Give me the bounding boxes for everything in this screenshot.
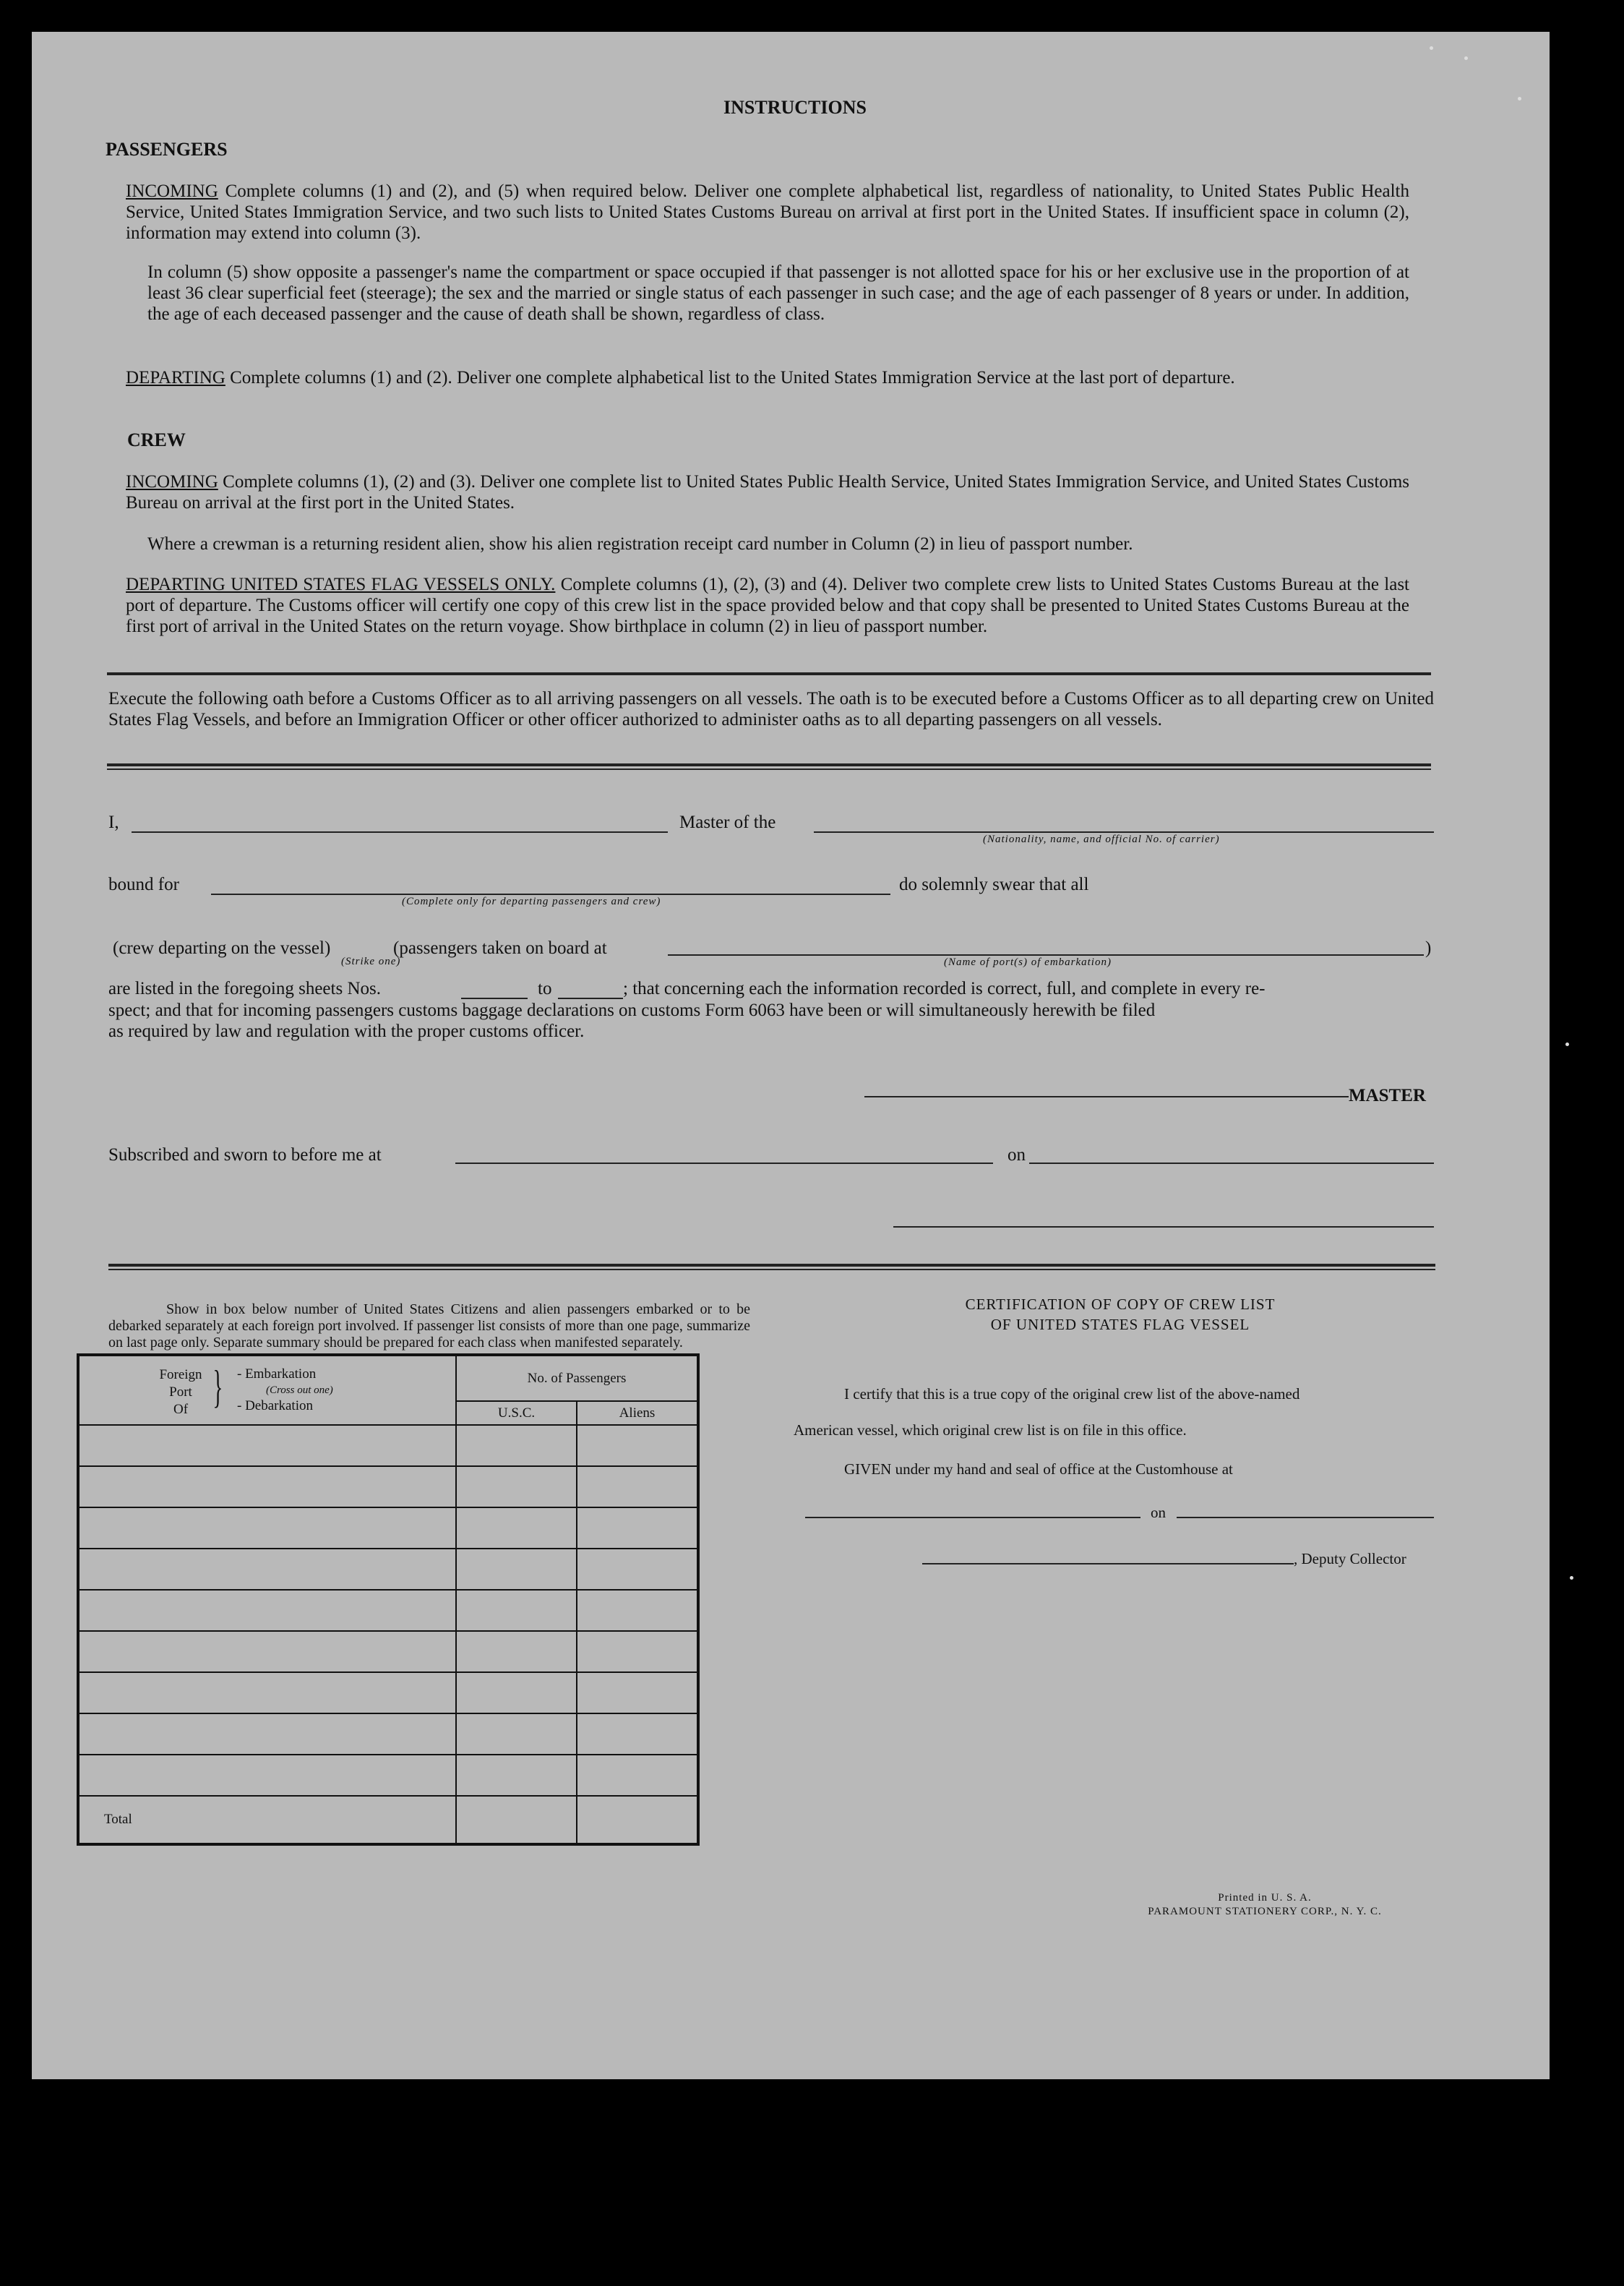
speckle [1570,1576,1573,1580]
usc-cell[interactable] [456,1672,577,1713]
table-row [78,1631,698,1672]
table-row [78,1672,698,1713]
port-cell[interactable] [78,1672,456,1713]
usc-cell[interactable] [456,1631,577,1672]
passengers-incoming-paragraph [126,181,1409,244]
debarkation-option: - Debarkation [237,1398,313,1413]
speckle [1565,1043,1569,1046]
crew-departing-paragraph [126,574,1409,637]
certification-on-label: on [1151,1504,1166,1521]
usc-cell[interactable] [456,1466,577,1507]
master-signature-field[interactable] [864,1096,1349,1097]
crew-incoming-label: INCOMING [126,472,218,492]
brace-icon: } [212,1361,223,1412]
usc-cell[interactable] [456,1713,577,1755]
page-title: INSTRUCTIONS [723,97,867,118]
passengers-departing-text: Complete columns (1) and (2). Deliver one complete alphabetical list to the United States Immigration Service at the last port of departure. [230,368,1235,388]
passenger-summary-table [77,1353,700,1846]
officer-signature-field[interactable] [893,1226,1434,1228]
given-line: GIVEN under my hand and seal of office at the Customhouse at [844,1460,1233,1478]
deputy-collector-label: , Deputy Collector [1294,1550,1406,1567]
oath-instruction: Execute the following oath before a Customs Officer as to all arriving passengers on all vessels. The oath is to be executed before a Customs Officer as to all departing crew on United States Flag Vessels, and before an Immigration Officer or other officer authorized to administer oaths as to all departing passengers on all vessels. [108,689,1434,729]
usc-cell[interactable] [456,1425,577,1466]
ports-field[interactable] [668,954,1424,956]
sworn-place-field[interactable] [455,1163,993,1164]
usc-cell[interactable] [456,1549,577,1590]
certify-line1: I certify that this is a true copy of the original crew list of the above-named [844,1385,1300,1403]
port-header [78,1355,456,1425]
on-label: on [1008,1145,1026,1165]
port-cell[interactable] [78,1631,456,1672]
port-cell[interactable] [78,1590,456,1631]
passengers-departing-label: DEPARTING [126,368,225,388]
aliens-total-cell[interactable] [577,1796,698,1844]
customhouse-field[interactable] [805,1517,1140,1518]
divider [107,763,1431,766]
crew-incoming-text: Complete columns (1), (2) and (3). Deliver one complete list to United States Public Health Service, United States Immigration Service, and United States Customs Bureau on arrival at the first port in the United States. [126,472,1410,513]
port-cell[interactable] [78,1755,456,1796]
strike-one-caption: (Strike one) [341,956,401,967]
close-paren: ) [1425,938,1432,958]
to-label: to [538,979,552,998]
aliens-cell[interactable] [577,1466,698,1507]
passengers-taken-option: (passengers taken on board at [393,938,607,958]
divider [108,1269,1435,1270]
passengers-departing-paragraph [126,367,1409,388]
port-cell[interactable] [78,1507,456,1549]
usc-total-cell[interactable] [456,1796,577,1844]
aliens-cell[interactable] [577,1590,698,1631]
printer-imprint [1113,1891,1417,1919]
port-cell[interactable] [78,1425,456,1466]
divider [108,1264,1435,1267]
sworn-date-field[interactable] [1029,1163,1434,1164]
table-row [78,1713,698,1755]
aliens-cell[interactable] [577,1631,698,1672]
table-row [78,1549,698,1590]
bound-for-label: bound for [108,875,179,894]
port-header-line: Port [169,1384,192,1400]
aliens-cell[interactable] [577,1755,698,1796]
speckle [1430,46,1433,50]
listed-in-label: are listed in the foregoing sheets Nos. [108,979,381,998]
swear-label: do solemnly swear that all [899,875,1089,894]
table-row [78,1796,698,1844]
aliens-cell[interactable] [577,1713,698,1755]
table-row [78,1425,698,1466]
bound-for-field[interactable] [211,894,890,895]
no-passengers-header: No. of Passengers [456,1355,698,1401]
crew-incoming-paragraph [126,471,1409,513]
crew-heading: CREW [127,429,186,450]
bound-for-caption: (Complete only for departing passengers and crew) [402,896,661,907]
sheet-from-field[interactable] [461,998,528,999]
carrier-field[interactable] [814,831,1434,833]
certification-date-field[interactable] [1177,1517,1434,1518]
aliens-header: Aliens [577,1401,698,1425]
table-row [78,1507,698,1549]
master-of-the-label: Master of the [679,813,776,832]
embarkation-option: - Embarkation [237,1366,317,1382]
certify-line2: American vessel, which original crew list is on file in this office. [794,1421,1187,1439]
passengers-incoming-text: Complete columns (1) and (2), and (5) when required below. Deliver one complete alphabetical list, regardless of nationality, to United States Public Health Service, United States Immigration Service, and two such lists to United States Customs Bureau on arrival at first port in the United States. If insufficient space in column (2), information may extend into column (3). [126,181,1409,243]
aliens-cell[interactable] [577,1507,698,1549]
total-label: Total [78,1796,456,1844]
divider [107,672,1431,675]
certification-title-line1: CERTIFICATION OF COPY OF CREW LIST [965,1296,1276,1313]
printed-line1: Printed in U. S. A. [1218,1892,1312,1904]
oath-text-line1: ; that concerning each the information recorded is correct, full, and complete in every re- [623,979,1266,998]
aliens-cell[interactable] [577,1549,698,1590]
aliens-cell[interactable] [577,1425,698,1466]
crew-departing-label: DEPARTING UNITED STATES FLAG VESSELS ONLY. [126,575,556,594]
sheet-to-field[interactable] [558,998,623,999]
carrier-caption: (Nationality, name, and official No. of carrier) [983,834,1220,845]
speckle [1518,97,1521,100]
port-cell[interactable] [78,1713,456,1755]
crew-departing-text: Complete columns (1), (2), (3) and (4). Deliver two complete crew lists to United States Customs Bureau at the last port of departure. The Customs officer will certify one copy of this crew list in the space provided below and that copy shall be presented to United States Customs Bureau at the first port of arrival in the United States on the return voyage. Show birthplace in column (2) in lieu of passport number. [126,575,1409,636]
table-row [78,1590,698,1631]
port-cell[interactable] [78,1549,456,1590]
crew-incoming-note: Where a crewman is a returning resident alien, show his alien registration receipt card number in Column (2) in lieu of passport number. [147,534,1133,554]
aliens-cell[interactable] [577,1672,698,1713]
usc-cell[interactable] [456,1507,577,1549]
master-name-field[interactable] [132,831,668,833]
port-header-line: Of [173,1402,189,1417]
passengers-incoming-note: In column (5) show opposite a passenger's name the compartment or space occupied if that passenger is not allotted space for his or her exclusive use in the proportion of at least 36 clear superficial feet (steerage); the sex and the married or single status of each passenger in such case; and the age of each passenger of 8 years or under. In addition, the age of each deceased passenger and the cause of death shall be shown, regardless of class. [147,262,1409,324]
port-header-line: Foreign [159,1367,202,1382]
ports-caption: (Name of port(s) of embarkation) [944,956,1112,968]
passengers-incoming-label: INCOMING [126,181,218,201]
deputy-signature-field[interactable] [922,1563,1294,1564]
summary-note: Show in box below number of United States Citizens and alien passengers embarked or to be debarked separately at each foreign port involved. If passenger list consists of more than one page, summarize on last page only. Separate summary should be prepared for each class when manifested separately. [108,1301,750,1350]
passengers-heading: PASSENGERS [106,139,228,160]
cross-out-caption: (Cross out one) [266,1384,333,1396]
speckle [1464,56,1468,60]
oath-text-line2: spect; and that for incoming passengers customs baggage declarations on customs Form 6063 have been or will simultaneously herewith be filed [108,1001,1156,1020]
subscribed-label: Subscribed and sworn to before me at [108,1145,382,1165]
usc-header: U.S.C. [456,1401,577,1425]
divider [107,769,1431,770]
usc-cell[interactable] [456,1590,577,1631]
table-row [78,1466,698,1507]
oath-text-line3: as required by law and regulation with the proper customs officer. [108,1022,585,1041]
master-label: MASTER [1349,1086,1426,1105]
certification-title-line2: OF UNITED STATES FLAG VESSEL [990,1316,1250,1333]
certification-title [838,1294,1402,1335]
port-cell[interactable] [78,1466,456,1507]
crew-departing-option: (crew departing on the vessel) [113,938,331,958]
table-row [78,1755,698,1796]
printed-line2: PARAMOUNT STATIONERY CORP., N. Y. C. [1148,1906,1382,1917]
usc-cell[interactable] [456,1755,577,1796]
oath-i-label: I, [108,813,119,832]
